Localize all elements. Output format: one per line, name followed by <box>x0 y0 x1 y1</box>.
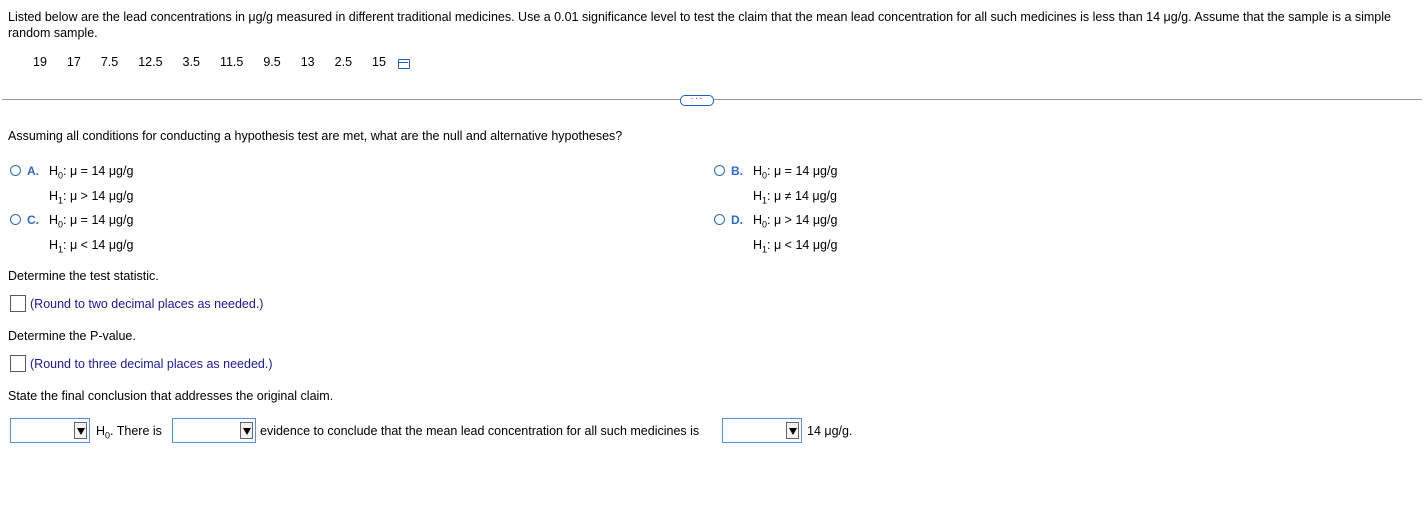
option-letter: D. <box>731 213 743 227</box>
alternative-hypothesis: $H_1$: μ ≠ 14 μg/g <box>753 188 837 205</box>
p-value-prompt: Determine the P-value. <box>8 329 136 343</box>
null-hypothesis: $H_0$: μ > 14 μg/g <box>753 213 838 230</box>
hypotheses-question: Assuming all conditions for conducting a hypothesis test are met, what are the null and alternative hypotheses? <box>8 129 623 143</box>
conclusion-text-value: 14 μg/g. <box>807 424 853 438</box>
data-value: 13 <box>300 55 315 69</box>
p-value-input[interactable] <box>10 355 26 372</box>
rounding-hint: (Round to three decimal places as needed.) <box>30 356 273 371</box>
option-letter: B. <box>731 164 743 178</box>
radio-button[interactable] <box>714 165 725 176</box>
data-value: 12.5 <box>138 55 163 69</box>
alternative-hypothesis: $H_1$: μ > 14 μg/g <box>49 188 134 205</box>
copy-data-icon[interactable] <box>398 59 410 69</box>
test-statistic-prompt: Determine the test statistic. <box>8 269 159 283</box>
radio-button[interactable] <box>714 214 725 225</box>
option-letter: C. <box>27 213 39 227</box>
option-d[interactable] <box>714 212 837 259</box>
option-c[interactable] <box>10 212 133 259</box>
data-value: 11.5 <box>219 55 244 69</box>
data-value: 19 <box>33 55 47 69</box>
data-value: 9.5 <box>263 55 281 69</box>
conclusion-text-evidence: evidence to conclude that the mean lead concentration for all such medicines is <box>260 424 700 438</box>
hypothesis-pair <box>753 210 837 259</box>
data-values-row <box>33 55 410 69</box>
data-value: 15 <box>372 55 386 69</box>
data-value: 3.5 <box>182 55 200 69</box>
dropdown-arrow-icon[interactable] <box>74 422 87 439</box>
alternative-hypothesis: $H_1$: μ < 14 μg/g <box>753 237 838 254</box>
option-letter: A. <box>27 164 39 178</box>
conclusion-text-h0: $H_0$. There is <box>96 424 162 441</box>
hypothesis-pair <box>753 161 837 210</box>
radio-button[interactable] <box>10 165 21 176</box>
data-value: 17 <box>66 55 81 69</box>
evidence-dropdown[interactable] <box>172 418 256 443</box>
null-hypothesis: $H_0$: μ = 14 μg/g <box>49 164 134 181</box>
null-hypothesis: $H_0$: μ = 14 μg/g <box>49 213 134 230</box>
alternative-hypothesis: $H_1$: μ < 14 μg/g <box>49 237 134 254</box>
dropdown-arrow-icon[interactable] <box>786 422 799 439</box>
test-statistic-answer-row <box>10 295 263 312</box>
test-statistic-input[interactable] <box>10 295 26 312</box>
hypothesis-pair <box>49 210 133 259</box>
p-value-answer-row <box>10 355 273 372</box>
conclusion-prompt: State the final conclusion that addresses the original claim. <box>8 389 334 403</box>
comparison-dropdown[interactable] <box>722 418 802 443</box>
data-value: 2.5 <box>334 55 353 69</box>
reject-decision-dropdown[interactable] <box>10 418 90 443</box>
problem-statement: Listed below are the lead concentrations in μg/g measured in different traditional medicines. Use a 0.01 significance level to test the claim that the mean lead concentration for all such medicines is less than 14 μg/g. Assume that the sample is a simple random sample. <box>8 10 1391 40</box>
dropdown-arrow-icon[interactable] <box>240 422 253 439</box>
null-hypothesis: $H_0$: μ = 14 μg/g <box>753 164 838 181</box>
hypothesis-pair <box>49 161 133 210</box>
expand-more-button[interactable]: ··· <box>680 95 714 106</box>
option-b[interactable] <box>714 163 837 210</box>
option-a[interactable] <box>10 163 133 210</box>
rounding-hint: (Round to two decimal places as needed.) <box>30 296 264 311</box>
radio-button[interactable] <box>10 214 21 225</box>
data-value: 7.5 <box>100 55 119 69</box>
